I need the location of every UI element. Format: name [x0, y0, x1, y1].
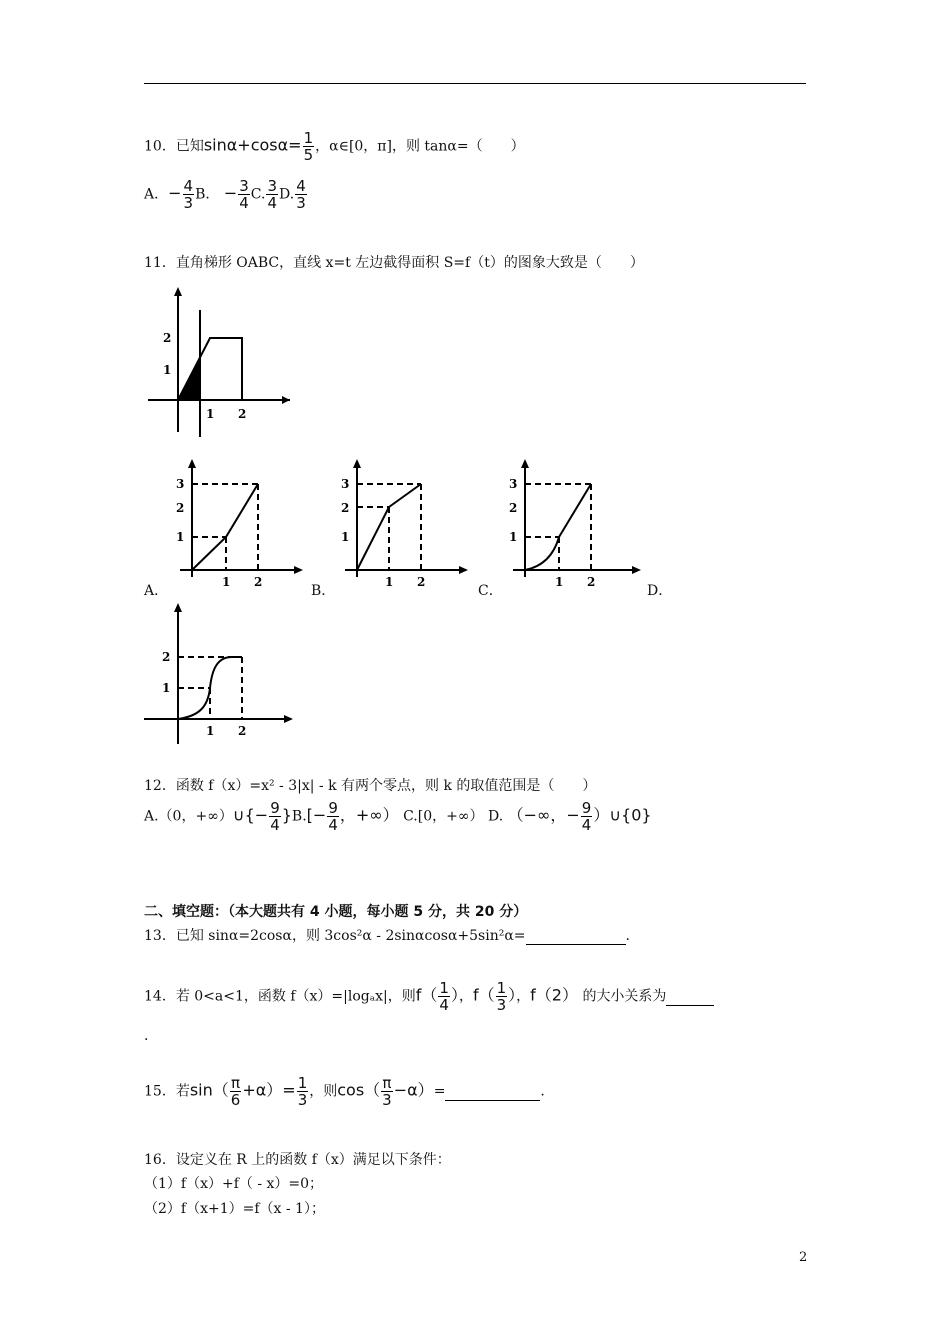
- tick-label-3: 3: [176, 477, 185, 491]
- brace-close: }: [281, 805, 292, 825]
- fraction-denominator: 5: [303, 146, 314, 164]
- denominator: 6: [230, 1091, 241, 1109]
- answer-blank[interactable]: [526, 928, 626, 945]
- minus-sign: −: [168, 183, 182, 203]
- bracket-open: [−: [306, 805, 327, 825]
- plus-alpha: +α）=: [242, 1080, 296, 1100]
- function-f2: f（2）: [530, 985, 578, 1005]
- option-b-graph: [325, 455, 475, 590]
- numerator: 4: [296, 177, 306, 195]
- zero-set: {0}: [621, 805, 652, 825]
- tick-label-2: 2: [587, 575, 596, 589]
- denominator: 4: [270, 816, 280, 834]
- numerator: 1: [297, 1074, 308, 1092]
- y-axis-arrow: [174, 603, 182, 612]
- question-13: [144, 925, 630, 945]
- minus-sign: −: [223, 183, 238, 203]
- interval-open: （−∞，−: [507, 805, 580, 825]
- option-b-label: B．: [311, 583, 336, 599]
- function-open: f（: [472, 985, 495, 1005]
- tick-label-2: 2: [417, 575, 426, 589]
- tick-label-1: 1: [341, 530, 350, 544]
- condition-2: （2）f（x+1）=f（x - 1）；: [144, 1201, 325, 1217]
- option-a-label: A．: [144, 583, 169, 599]
- numerator: 9: [581, 799, 592, 817]
- option-a-label: A．: [144, 186, 169, 203]
- tick-label-2: 2: [162, 650, 171, 664]
- tick-label-1: 1: [222, 575, 231, 589]
- tick-label-3: 3: [509, 477, 518, 491]
- fraction-nine-fourths: [327, 800, 339, 833]
- tick-label-1: 1: [162, 681, 171, 695]
- numerator: 9: [328, 799, 338, 817]
- option-b-label: B.: [291, 808, 307, 825]
- q10-prefix: 10．已知: [144, 138, 204, 155]
- page-number: 2: [799, 1250, 808, 1265]
- option-a-text: A.（0，+∞）: [144, 808, 233, 825]
- tick-label-3: 3: [341, 477, 350, 491]
- tick-label-1: 1: [509, 530, 518, 544]
- tick-label-1: 1: [555, 575, 564, 589]
- denominator: 4: [267, 194, 277, 212]
- sin-open: sin（: [189, 1080, 229, 1100]
- question-16: 16．设定义在 R 上的函数 f（x）满足以下条件：: [144, 1152, 451, 1168]
- fraction-one-third: [297, 1075, 309, 1108]
- cos-symbol: cos: [250, 135, 278, 155]
- condition-1: （1）f（x）+f（ - x）=0；: [144, 1176, 324, 1192]
- option-d-fraction: [295, 178, 307, 211]
- separator: ，: [516, 988, 531, 1005]
- tick-label-2: 2: [176, 501, 185, 515]
- interval-close: ，+∞）: [339, 805, 399, 825]
- equals: =: [433, 1083, 446, 1100]
- fraction-one-third: [496, 980, 508, 1013]
- fraction-pi-sixth: [230, 1075, 242, 1108]
- denominator: 4: [239, 194, 249, 212]
- fraction-one-fifth: [303, 130, 315, 163]
- section-title: 二、填空题：（本大题共有 4 小题，每小题 5 分，共 20 分）: [144, 904, 528, 920]
- y-axis-arrow: [174, 287, 182, 296]
- alpha-symbol: α: [277, 135, 289, 155]
- tick-label-2: 2: [238, 724, 247, 738]
- q10-options: [144, 178, 308, 211]
- tick-label-1: 1: [385, 575, 394, 589]
- option-c-text: C.[0，+∞）: [403, 808, 484, 825]
- tick-label-2: 2: [254, 575, 263, 589]
- minus-alpha: −α）: [393, 1080, 434, 1100]
- question-12: 12．函数 f（x）=x² - 3|x| - k 有两个零点，则 k 的取值范围是（ ）: [144, 778, 597, 794]
- denominator: 3: [183, 194, 194, 212]
- tick-label-1: 1: [176, 530, 185, 544]
- option-d-label: D.: [487, 808, 504, 825]
- question-14: [144, 980, 714, 1013]
- denominator: 3: [297, 1091, 308, 1109]
- period: .: [625, 928, 630, 944]
- question-11: 11．直角梯形 OABC，直线 x=t 左边截得面积 S=f（t）的图象大致是（ ）: [144, 255, 644, 271]
- denominator: 4: [581, 816, 592, 834]
- tick-label-2: 2: [163, 331, 172, 345]
- tick-label-1: 1: [206, 724, 215, 738]
- trapezoid-figure: [140, 282, 300, 442]
- x-axis-arrow: [632, 566, 641, 574]
- tick-label-2: 2: [238, 407, 247, 421]
- denominator: 4: [328, 816, 338, 834]
- option-d-graph: [140, 598, 300, 748]
- option-c-fraction: [266, 178, 278, 211]
- q14-tail: 的大小关系为: [582, 988, 667, 1005]
- brace-open: {−: [244, 805, 269, 825]
- numerator: 3: [267, 177, 277, 195]
- equals-symbol: =: [288, 135, 302, 155]
- fraction-nine-fourths: [269, 800, 281, 833]
- option-c-graph: [493, 455, 648, 590]
- fraction-numerator: 1: [303, 129, 314, 147]
- numerator: 9: [270, 799, 280, 817]
- paren-close: ）: [593, 805, 610, 825]
- q14-text: 14．若 0<a<1，函数 f（x）=|logₐx|，则: [144, 988, 416, 1005]
- option-d-label: D．: [647, 583, 673, 599]
- option-c-label: C.: [250, 186, 266, 203]
- x-axis-arrow: [284, 715, 293, 723]
- option-b-label: B．: [195, 186, 220, 203]
- tick-label-2: 2: [341, 501, 350, 515]
- plus-symbol: +: [237, 135, 251, 155]
- q10-condition: ，α∈[0，π]，则 tanα=（ ）: [315, 138, 525, 155]
- question-10: [144, 130, 525, 163]
- x-axis-arrow: [294, 566, 303, 574]
- header-rule: [144, 83, 806, 84]
- q15-prefix: 15．若: [144, 1083, 190, 1100]
- answer-blank[interactable]: [666, 989, 714, 1006]
- option-b-fraction: [238, 178, 250, 211]
- denominator: 3: [296, 194, 306, 212]
- y-axis-arrow: [353, 459, 361, 468]
- option-c-label: C．: [478, 583, 503, 599]
- tick-label-1: 1: [206, 407, 215, 421]
- q13-text: 13．已知 sinα=2cosα，则 3cos²α - 2sinαcosα+5sin²α=: [144, 928, 526, 944]
- x-axis-arrow: [282, 396, 290, 404]
- y-axis-arrow: [521, 459, 529, 468]
- numerator: 1: [439, 979, 449, 997]
- denominator: 3: [496, 996, 507, 1014]
- union-symbol: ∪: [232, 805, 245, 825]
- numerator: π: [231, 1074, 241, 1092]
- option-a-fraction: [183, 178, 195, 211]
- y-axis-arrow: [188, 459, 196, 468]
- numerator: 1: [496, 979, 507, 997]
- function-open: f（: [415, 985, 438, 1005]
- answer-blank[interactable]: [445, 1084, 540, 1101]
- q14-trailing-dot: .: [144, 1028, 149, 1044]
- fraction-nine-fourths: [581, 800, 593, 833]
- x-axis-arrow: [459, 566, 468, 574]
- denominator: 3: [382, 1091, 392, 1109]
- separator: ，: [458, 988, 473, 1005]
- tick-label-2: 2: [509, 501, 518, 515]
- question-15: [144, 1075, 545, 1108]
- alpha-symbol: α: [226, 135, 238, 155]
- numerator: 4: [183, 177, 194, 195]
- fraction-pi-third: [381, 1075, 393, 1108]
- sin-symbol: sin: [203, 135, 227, 155]
- paren-close: ）: [450, 985, 459, 1005]
- period: .: [540, 1083, 545, 1100]
- numerator: 3: [239, 177, 249, 195]
- numerator: π: [382, 1074, 392, 1092]
- option-d-label: D.: [279, 186, 295, 203]
- then-word: ，则: [309, 1083, 338, 1100]
- fraction-one-fourth: [438, 980, 450, 1013]
- q12-options: [144, 800, 652, 833]
- union-symbol: ∪: [609, 805, 622, 825]
- paren-close: ）: [508, 985, 517, 1005]
- tick-label-1: 1: [163, 363, 172, 377]
- denominator: 4: [439, 996, 449, 1014]
- cos-open: cos（: [337, 1080, 381, 1100]
- option-a-graph: [160, 455, 310, 590]
